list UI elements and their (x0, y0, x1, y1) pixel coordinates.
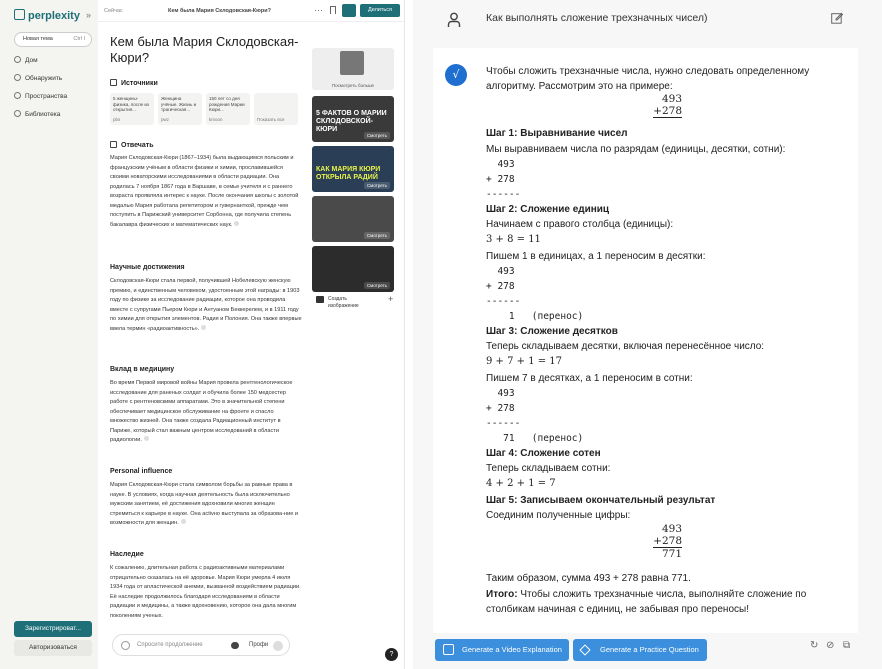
home-icon (14, 56, 21, 63)
sidebar-item-label: Дом (25, 57, 38, 64)
link-icon[interactable]: ⊘ (826, 640, 835, 651)
new-topic-button[interactable] (14, 32, 92, 47)
intro-line: Чтобы сложить трехзначные числа, нужно следовать определенному (486, 66, 810, 77)
citation-icon[interactable] (201, 325, 206, 330)
user-question: Как выполнять сложение трехзначных чисел) (486, 12, 708, 24)
image-result[interactable] (312, 48, 394, 90)
step-text: Пишем 1 в единицах, а 1 переносим в десятки: (486, 251, 706, 262)
show-all-sources-button[interactable] (254, 93, 298, 125)
logo-text: perplexity (28, 10, 80, 22)
calc-line: ------ (486, 296, 521, 307)
sidebar-item-label: Пространства (25, 93, 68, 100)
calc-line: 71 (перенос) (486, 433, 584, 444)
step-text: Начинаем с правого столбца (единицы): (486, 219, 674, 230)
sidebar-item-library[interactable] (14, 110, 60, 118)
section-text: К сожалению, длительная работа с радиоактивными материалами отрицательно сказалась на её здоровье. Мария Кюри умерла 4 июля 1934 года от апластической анемии, вызванной воздействием радиации. Её наследие продолжилось благодаря исследованиям в области радиации и медицины, а также вдохновению, которое она дала многим поколениям ученых. (110, 565, 301, 619)
signup-button[interactable]: Зарегистрироват... (14, 621, 92, 637)
source-text: Женщина учёные. Жизнь и трагическая... (161, 96, 197, 112)
thread-title: Кем была Мария Склодовская-Кюри? (168, 8, 271, 14)
new-topic-shortcut: Ctrl I (73, 36, 85, 42)
step-heading: Шаг 3: Сложение десятков (486, 326, 618, 337)
generate-video-label: Generate a Video Explanation (462, 645, 562, 654)
video-result[interactable] (312, 246, 394, 292)
equation: 3 + 8 = 11 (486, 234, 541, 245)
conclusion: Таким образом, сумма 493 + 278 равна 771. (486, 573, 691, 584)
calc-line: ------ (486, 418, 521, 429)
calc-line: 493 (486, 159, 515, 170)
example-top: 493 (661, 93, 682, 105)
user-icon (447, 12, 461, 28)
section-text: Мария Склодовская-Кюри стала символом борьбы за равные права в науке. В условиях, когда научная деятельность была исключительно мужским занятием, её достижения вдохновили многих женщин стремиться к карьере в науке. Она activно выступала за образова-ние и возможности для женщин. (110, 482, 299, 526)
watch-button[interactable]: Смотреть (364, 132, 390, 139)
answer-text: Мария Склодовская-Кюри (1867–1934) была выдающимся польским и французским учёным в области физики и химии, прославившейся своими новаторскими исследованиями в области радиации. Она родилась 7 ноября 1867 года в Варшаве, в семье учителя и с раннего возраста проявляла интерес к науке. После окончания школы с золотой медалью Мария работала репетитором и гувернанткой, прежде чем поступить в Парижский университет Сорбонна, где получила степень бакалавра физических и математических наук. (110, 155, 299, 228)
watch-button[interactable]: Смотреть (364, 282, 390, 289)
source-card[interactable] (206, 93, 250, 125)
citation-icon[interactable] (144, 436, 149, 441)
summary-line: столбикам начиная с единиц, не забывая про переносы! (486, 604, 749, 615)
sidebar-item-discover[interactable] (14, 74, 62, 82)
login-button[interactable]: Авторизоваться (14, 640, 92, 656)
calc-line: ------ (486, 189, 521, 200)
answer-paragraph (110, 154, 303, 230)
pro-label: Профи (249, 642, 269, 648)
result-top: 493 (661, 523, 682, 535)
calc-line: + 278 (486, 403, 515, 414)
attach-icon[interactable] (121, 641, 130, 650)
sources-header (110, 79, 158, 87)
more-options-icon[interactable]: ··· (314, 5, 323, 15)
bookmark-icon[interactable] (330, 6, 336, 14)
thread-time: Сейчас (104, 8, 123, 14)
summary-text: Чтобы сложить трехзначные числа, выполняйте сложение по (517, 589, 807, 600)
section-heading: Personal influence (110, 468, 173, 475)
video-result[interactable] (312, 96, 394, 142)
citation-icon[interactable] (234, 221, 239, 226)
regenerate-icon[interactable]: ↻ (810, 640, 819, 651)
answer-title: Отвечать (121, 142, 154, 149)
image-icon (316, 296, 324, 303)
plus-icon: + (388, 294, 394, 304)
citation-icon[interactable] (181, 519, 186, 524)
video-caption: 5 ФАКТОВ О МАРИИ СКЛОДОВСКОЙ-КЮРИ (316, 110, 387, 133)
step-heading: Шаг 4: Сложение сотен (486, 448, 601, 459)
section-paragraph (110, 379, 303, 446)
section-paragraph (110, 564, 303, 630)
link-icon[interactable] (342, 4, 356, 17)
calc-line: + 278 (486, 281, 515, 292)
section-text: Склодовская-Кюри стала первой, получившей Нобелевскую женскую премию, и единственным человеком, удостоенным этой награды: в 1903 году по физике за исследование радиации, которое она проводила вместе с супругами Пьером Кюри и Антуаном Беккерелем, и в 1911 году по химии для открытия элементов. Радия и Полония. Она также впервые ввела термин «радиоактивность». (110, 278, 302, 332)
section-heading: Научные достижения (110, 264, 185, 271)
step-heading: Шаг 5: Записываем окончательный результат (486, 495, 716, 506)
video-result[interactable] (312, 146, 394, 192)
equation: 4 + 2 + 1 = 7 (486, 478, 556, 489)
sidebar-item-spaces[interactable] (14, 92, 67, 100)
source-domain: pwz (161, 116, 170, 122)
assistant-avatar-icon: √ (445, 64, 467, 86)
sidebar-item-label: Библиотека (25, 111, 61, 118)
sidebar (0, 0, 98, 669)
see-more-label: Посмотреть больше (331, 83, 375, 88)
perplexity-window (0, 0, 405, 669)
section-paragraph (110, 481, 303, 529)
section-text: Во время Первой мировой войны Мария провела рентгенологическое исследование для раненых солдат и обучила более 150 медсестер работе с рентгеновскими аппаратами. Это в значительной степени обеспечивает медицинское обслуживание на фронте и спасло множество жизней. Она также создала Радиационный институт в Париже, который стал важным центром исследований в области радиологии. (110, 380, 293, 443)
sources-icon (110, 79, 117, 86)
pencil-icon (579, 644, 590, 655)
intro-line: алгоритму. Рассмотрим это на примере: (486, 81, 673, 92)
submit-icon[interactable] (273, 641, 283, 651)
step-heading: Шаг 2: Сложение единиц (486, 204, 610, 215)
video-caption: КАК МАРИЯ КЮРИ ОТКРЫЛА РАДИЙ (316, 166, 381, 181)
copy-icon[interactable]: ⧉ (843, 640, 851, 651)
source-domain: pbs (113, 116, 121, 122)
calc-line: 1 (перенос) (486, 311, 584, 322)
thread-topbar (98, 0, 405, 22)
page-title: Кем была Мария Склодовская-Кюри? (110, 34, 299, 65)
watch-button[interactable]: Смотреть (364, 182, 390, 189)
generate-image-label: Создать изображение (328, 296, 359, 309)
example-bottom: +278 (653, 105, 682, 117)
spaces-icon (14, 92, 21, 99)
library-icon (14, 110, 21, 117)
answer-icon (110, 141, 117, 148)
source-text: 150 лет со дня рождения Марии Кюри... (209, 96, 245, 112)
collapse-sidebar-icon[interactable]: » (86, 10, 92, 20)
example-column (640, 93, 682, 118)
generate-practice-button[interactable] (573, 639, 707, 661)
compass-icon (14, 74, 21, 81)
help-button[interactable]: ? (385, 648, 398, 661)
summary-line (486, 589, 806, 600)
answer-header (110, 141, 154, 149)
followup-placeholder: Спросите продолжение (137, 642, 203, 648)
result-column (640, 523, 682, 560)
calc-line: 493 (486, 266, 515, 277)
share-button[interactable]: Делиться (360, 4, 400, 17)
result-middle: +278 (653, 535, 682, 547)
section-heading: Вклад в медицину (110, 366, 175, 373)
sidebar-item-home[interactable] (14, 56, 38, 64)
watch-button[interactable]: Смотреть (364, 232, 390, 239)
portrait-image (340, 51, 364, 75)
equation: 9 + 7 + 1 = 17 (486, 356, 563, 367)
source-card[interactable] (158, 93, 202, 125)
generate-practice-label: Generate a Practice Question (600, 645, 699, 654)
edit-icon[interactable] (831, 12, 843, 24)
step-text: Теперь складываем десятки, включая перенесённое число: (486, 341, 765, 352)
source-domain: kmoon (209, 116, 223, 122)
calc-line: + 278 (486, 174, 515, 185)
followup-input[interactable] (112, 634, 290, 656)
show-all-label: Показать все (257, 116, 285, 122)
video-result[interactable] (312, 196, 394, 242)
new-topic-label: Новая тема (23, 36, 53, 42)
result-sum: 771 (661, 548, 682, 560)
step-heading: Шаг 1: Выравнивание чисел (486, 128, 628, 139)
pro-toggle[interactable] (231, 642, 239, 649)
source-card[interactable] (110, 93, 154, 125)
section-heading: Наследие (110, 551, 144, 558)
section-paragraph (110, 277, 303, 334)
step-text: Соединим полученные цифры: (486, 510, 631, 521)
summary-label: Итого: (486, 589, 518, 600)
sources-title: Источники (121, 80, 158, 87)
logo[interactable] (14, 9, 80, 22)
question-row (413, 0, 882, 40)
step-text: Пишем 7 в десятках, а 1 переносим в сотни: (486, 373, 693, 384)
video-icon (443, 644, 454, 655)
generate-video-button[interactable] (435, 639, 569, 661)
calc-line: 493 (486, 388, 515, 399)
sidebar-item-label: Обнаружить (25, 75, 63, 82)
source-text: 5 женщины-физика, после их открытия... (113, 96, 150, 112)
perplexity-logo-icon (14, 9, 25, 20)
step-text: Мы выравниваем числа по разрядам (единицы, десятки, сотни): (486, 144, 786, 155)
step-text: Теперь складываем сотни: (486, 463, 611, 474)
